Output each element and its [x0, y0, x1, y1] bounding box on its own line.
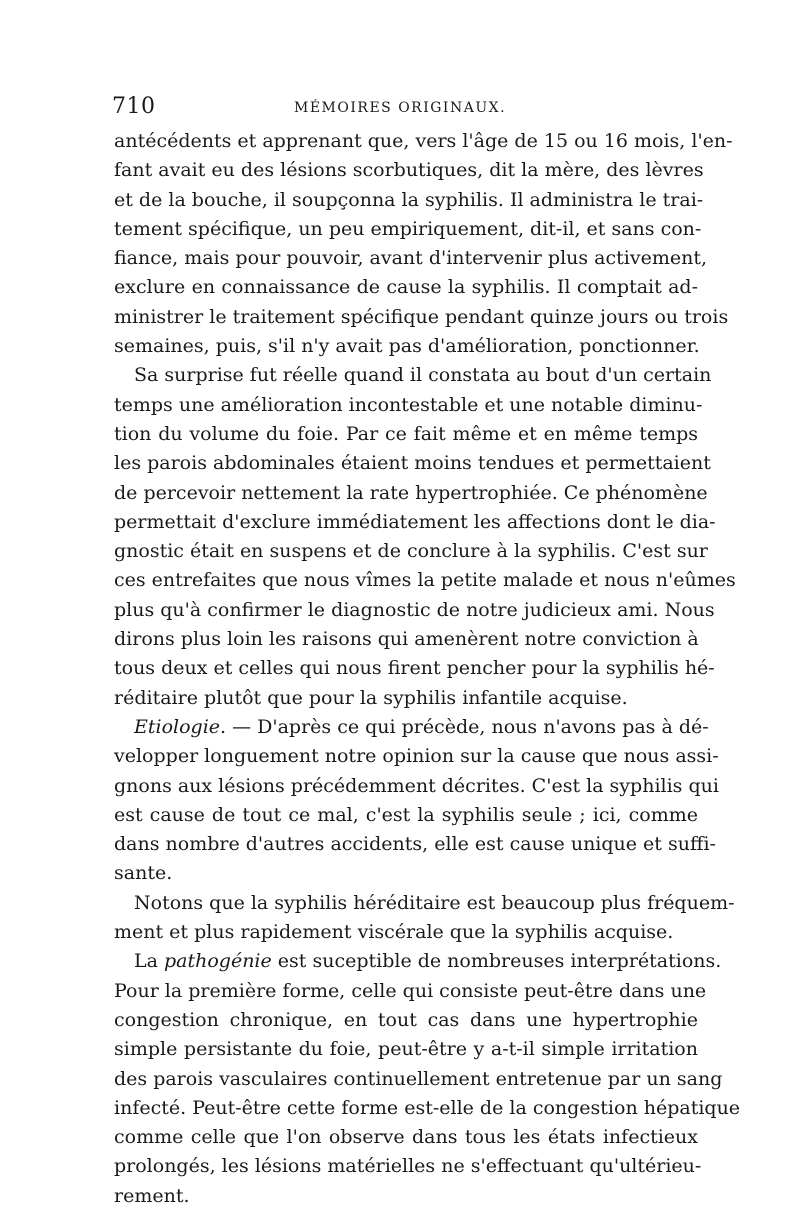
text-line: gnons aux lésions précédemment décrites. C'est la syphilis qui [114, 774, 719, 797]
text-line: tement spécifique, un peu empiriquement, dit-il, et sans con- [114, 217, 702, 240]
section-heading-etiologie: Etiologie. [134, 715, 227, 738]
page-number: 710 [112, 94, 156, 119]
paragraph [114, 127, 733, 361]
text-line: permettait d'exclure immédiatement les affections dont le dia- [114, 510, 716, 533]
text-line: fiance, mais pour pouvoir, avant d'intervenir plus activement, [114, 247, 708, 270]
text-line: fant avait eu des lésions scorbutiques, dit la mère, des lèvres [114, 159, 704, 182]
paragraph [114, 889, 735, 948]
running-title: MÉMOIRES ORIGINAUX. [294, 100, 507, 116]
text-line [114, 713, 709, 742]
text-line: les parois abdominales étaient moins tendues et permettaient [114, 452, 711, 475]
text-line: Notons que la syphilis héréditaire est beaucoup plus fréquem- [134, 891, 735, 914]
text-line: réditaire plutôt que pour la syphilis infantile acquise. [114, 686, 628, 709]
text-line: dirons plus loin les raisons qui amenèrent notre conviction à [114, 628, 699, 651]
term-pathogenie: pathogénie [163, 950, 272, 973]
page-header [112, 94, 696, 124]
paragraph [114, 361, 736, 713]
text-line: ment et plus rapidement viscérale que la syphilis acquise. [114, 921, 674, 944]
text-line: antécédents et apprenant que, vers l'âge de 15 ou 16 mois, l'en- [114, 130, 733, 152]
text-line: de percevoir nettement la rate hypertrophiée. Ce phénomène [114, 481, 708, 504]
text-line: infecté. Peut-être cette forme est-elle de la congestion hépatique [114, 1096, 741, 1119]
text-line: sante. [114, 862, 173, 885]
text-line: rement. [114, 1184, 190, 1207]
text-line: dans nombre d'autres accidents, elle est cause unique et suffi- [114, 833, 716, 856]
text-line: est cause de tout ce mal, c'est la syphilis seule ; ici, comme [114, 803, 698, 826]
text-line: congestion chronique, en tout cas dans une hypertrophie [114, 1008, 698, 1031]
text-line: temps une amélioration incontestable et une notable diminu- [114, 393, 703, 416]
text-line: ces entrefaites que nous vîmes la petite malade et nous n'eûmes [114, 569, 736, 592]
text-line: tous deux et celles qui nous firent pencher pour la syphilis hé- [114, 657, 715, 680]
text-run: La [134, 950, 164, 973]
text-line: plus qu'à confirmer le diagnostic de notre judicieux ami. Nous [114, 598, 715, 621]
text-line: Pour la première forme, celle qui consiste peut-être dans une [114, 979, 707, 1002]
text-line: gnostic était en suspens et de conclure à la syphilis. C'est sur [114, 540, 708, 563]
text-line: Sa surprise fut réelle quand il constata au bout d'un certain [134, 364, 712, 387]
text-line: et de la bouche, il soupçonna la syphilis. Il administra le trai- [114, 188, 704, 211]
text-line: prolongés, les lésions matérielles ne s'effectuant qu'ultérieu- [114, 1155, 702, 1178]
text-run: — D'après ce qui précède, nous n'avons pas à dé- [226, 715, 709, 738]
text-line: comme celle que l'on observe dans tous les états infectieux [114, 1126, 698, 1149]
body-text [114, 127, 741, 1211]
text-line: semaines, puis, s'il n'y avait pas d'amélioration, ponctionner. [114, 335, 700, 358]
text-line: simple persistante du foie, peut-être y a-t-il simple irritation [114, 1038, 698, 1061]
text-line: des parois vasculaires continuellement entretenue par un sang [114, 1067, 723, 1090]
text-line: tion du volume du foie. Par ce fait même et en même temps [114, 422, 698, 445]
text-line: exclure en connaissance de cause la syphilis. Il comptait ad- [114, 276, 698, 299]
text-line: velopper longuement notre opinion sur la cause que nous assi- [114, 745, 719, 768]
text-line: ministrer le traitement spécifique pendant quinze jours ou trois [114, 305, 729, 328]
text-run: est suceptible de nombreuses interprétations. [271, 950, 722, 973]
paragraph [114, 713, 719, 889]
text-line [114, 947, 722, 976]
paragraph [114, 947, 741, 1211]
